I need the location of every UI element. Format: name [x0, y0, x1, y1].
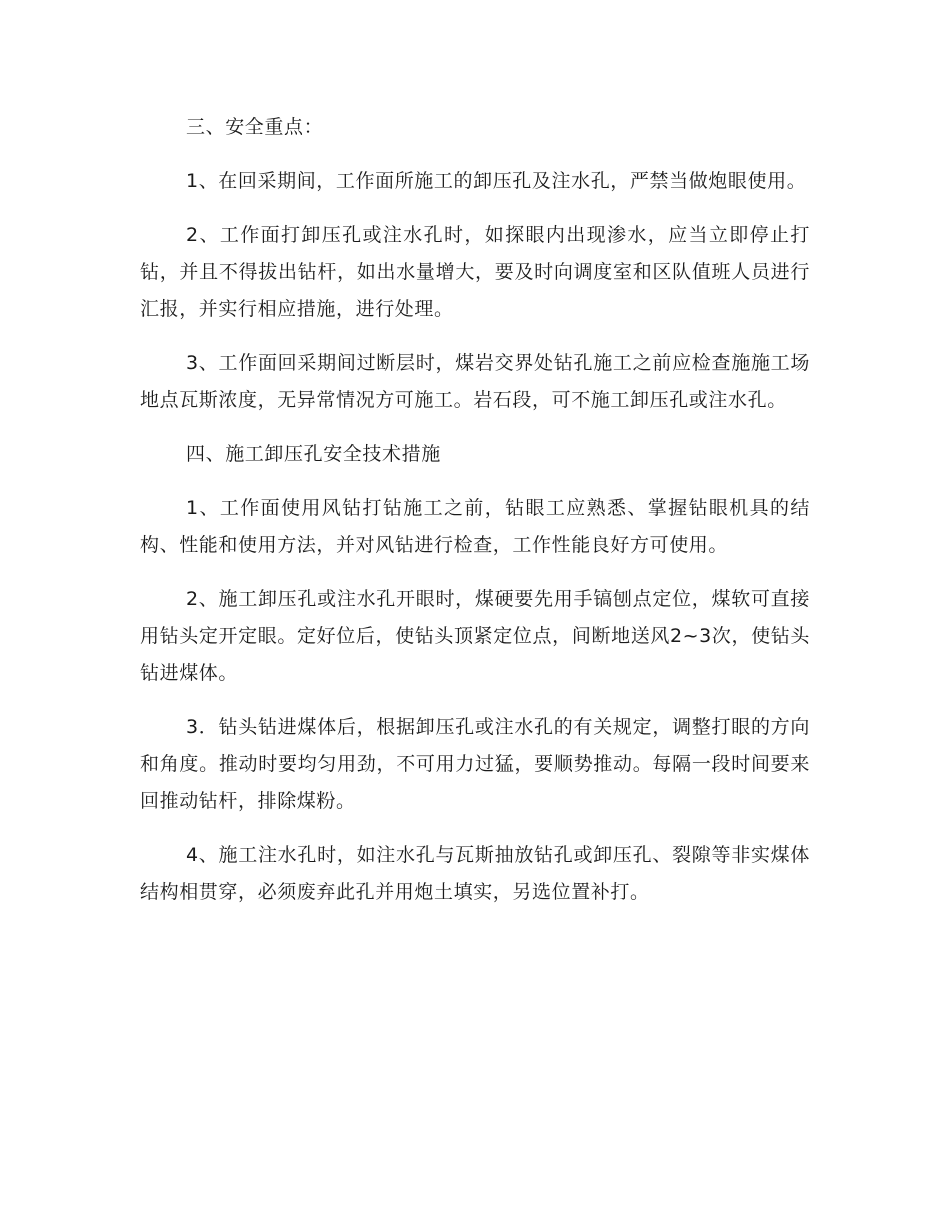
paragraph: 2、工作面打卸压孔或注水孔时，如探眼内出现渗水，应当立即停止打钻，并且不得拔出钻杆，如出水量增大，要及时向调度室和区队值班人员进行汇报，并实行相应措施，进行处理。 — [140, 224, 810, 320]
section-heading-safety-points: 三、安全重点： — [186, 116, 324, 138]
section-heading-technical-measures: 四、施工卸压孔安全技术措施 — [186, 443, 441, 465]
paragraph: 3、工作面回采期间过断层时，煤岩交界处钻孔施工之前应检查施施工场地点瓦斯浓度，无异常情况方可施工。岩石段，可不施工卸压孔或注水孔。 — [140, 352, 810, 411]
document-body — [140, 109, 810, 928]
paragraph: 2、施工卸压孔或注水孔开眼时，煤硬要先用手镐刨点定位，煤软可直接用钻头定开定眼。定好位后，使钻头顶紧定位点，间断地送风2~3次，使钻头钻进煤体。 — [140, 588, 810, 684]
paragraph: 3．钻头钻进煤体后，根据卸压孔或注水孔的有关规定，调整打眼的方向和角度。推动时要均匀用劲，不可用力过猛，要顺势推动。每隔一段时间要来回推动钻杆，排除煤粉。 — [140, 716, 810, 812]
paragraph: 1、在回采期间，工作面所施工的卸压孔及注水孔，严禁当做炮眼使用。 — [186, 170, 807, 192]
paragraph: 4、施工注水孔时，如注水孔与瓦斯抽放钻孔或卸压孔、裂隙等非实煤体结构相贯穿，必须废弃此孔并用炮土填实，另选位置补打。 — [140, 844, 810, 903]
paragraph: 1、工作面使用风钻打钻施工之前，钻眼工应熟悉、掌握钻眼机具的结构、性能和使用方法，并对风钻进行检查，工作性能良好方可使用。 — [140, 497, 810, 556]
